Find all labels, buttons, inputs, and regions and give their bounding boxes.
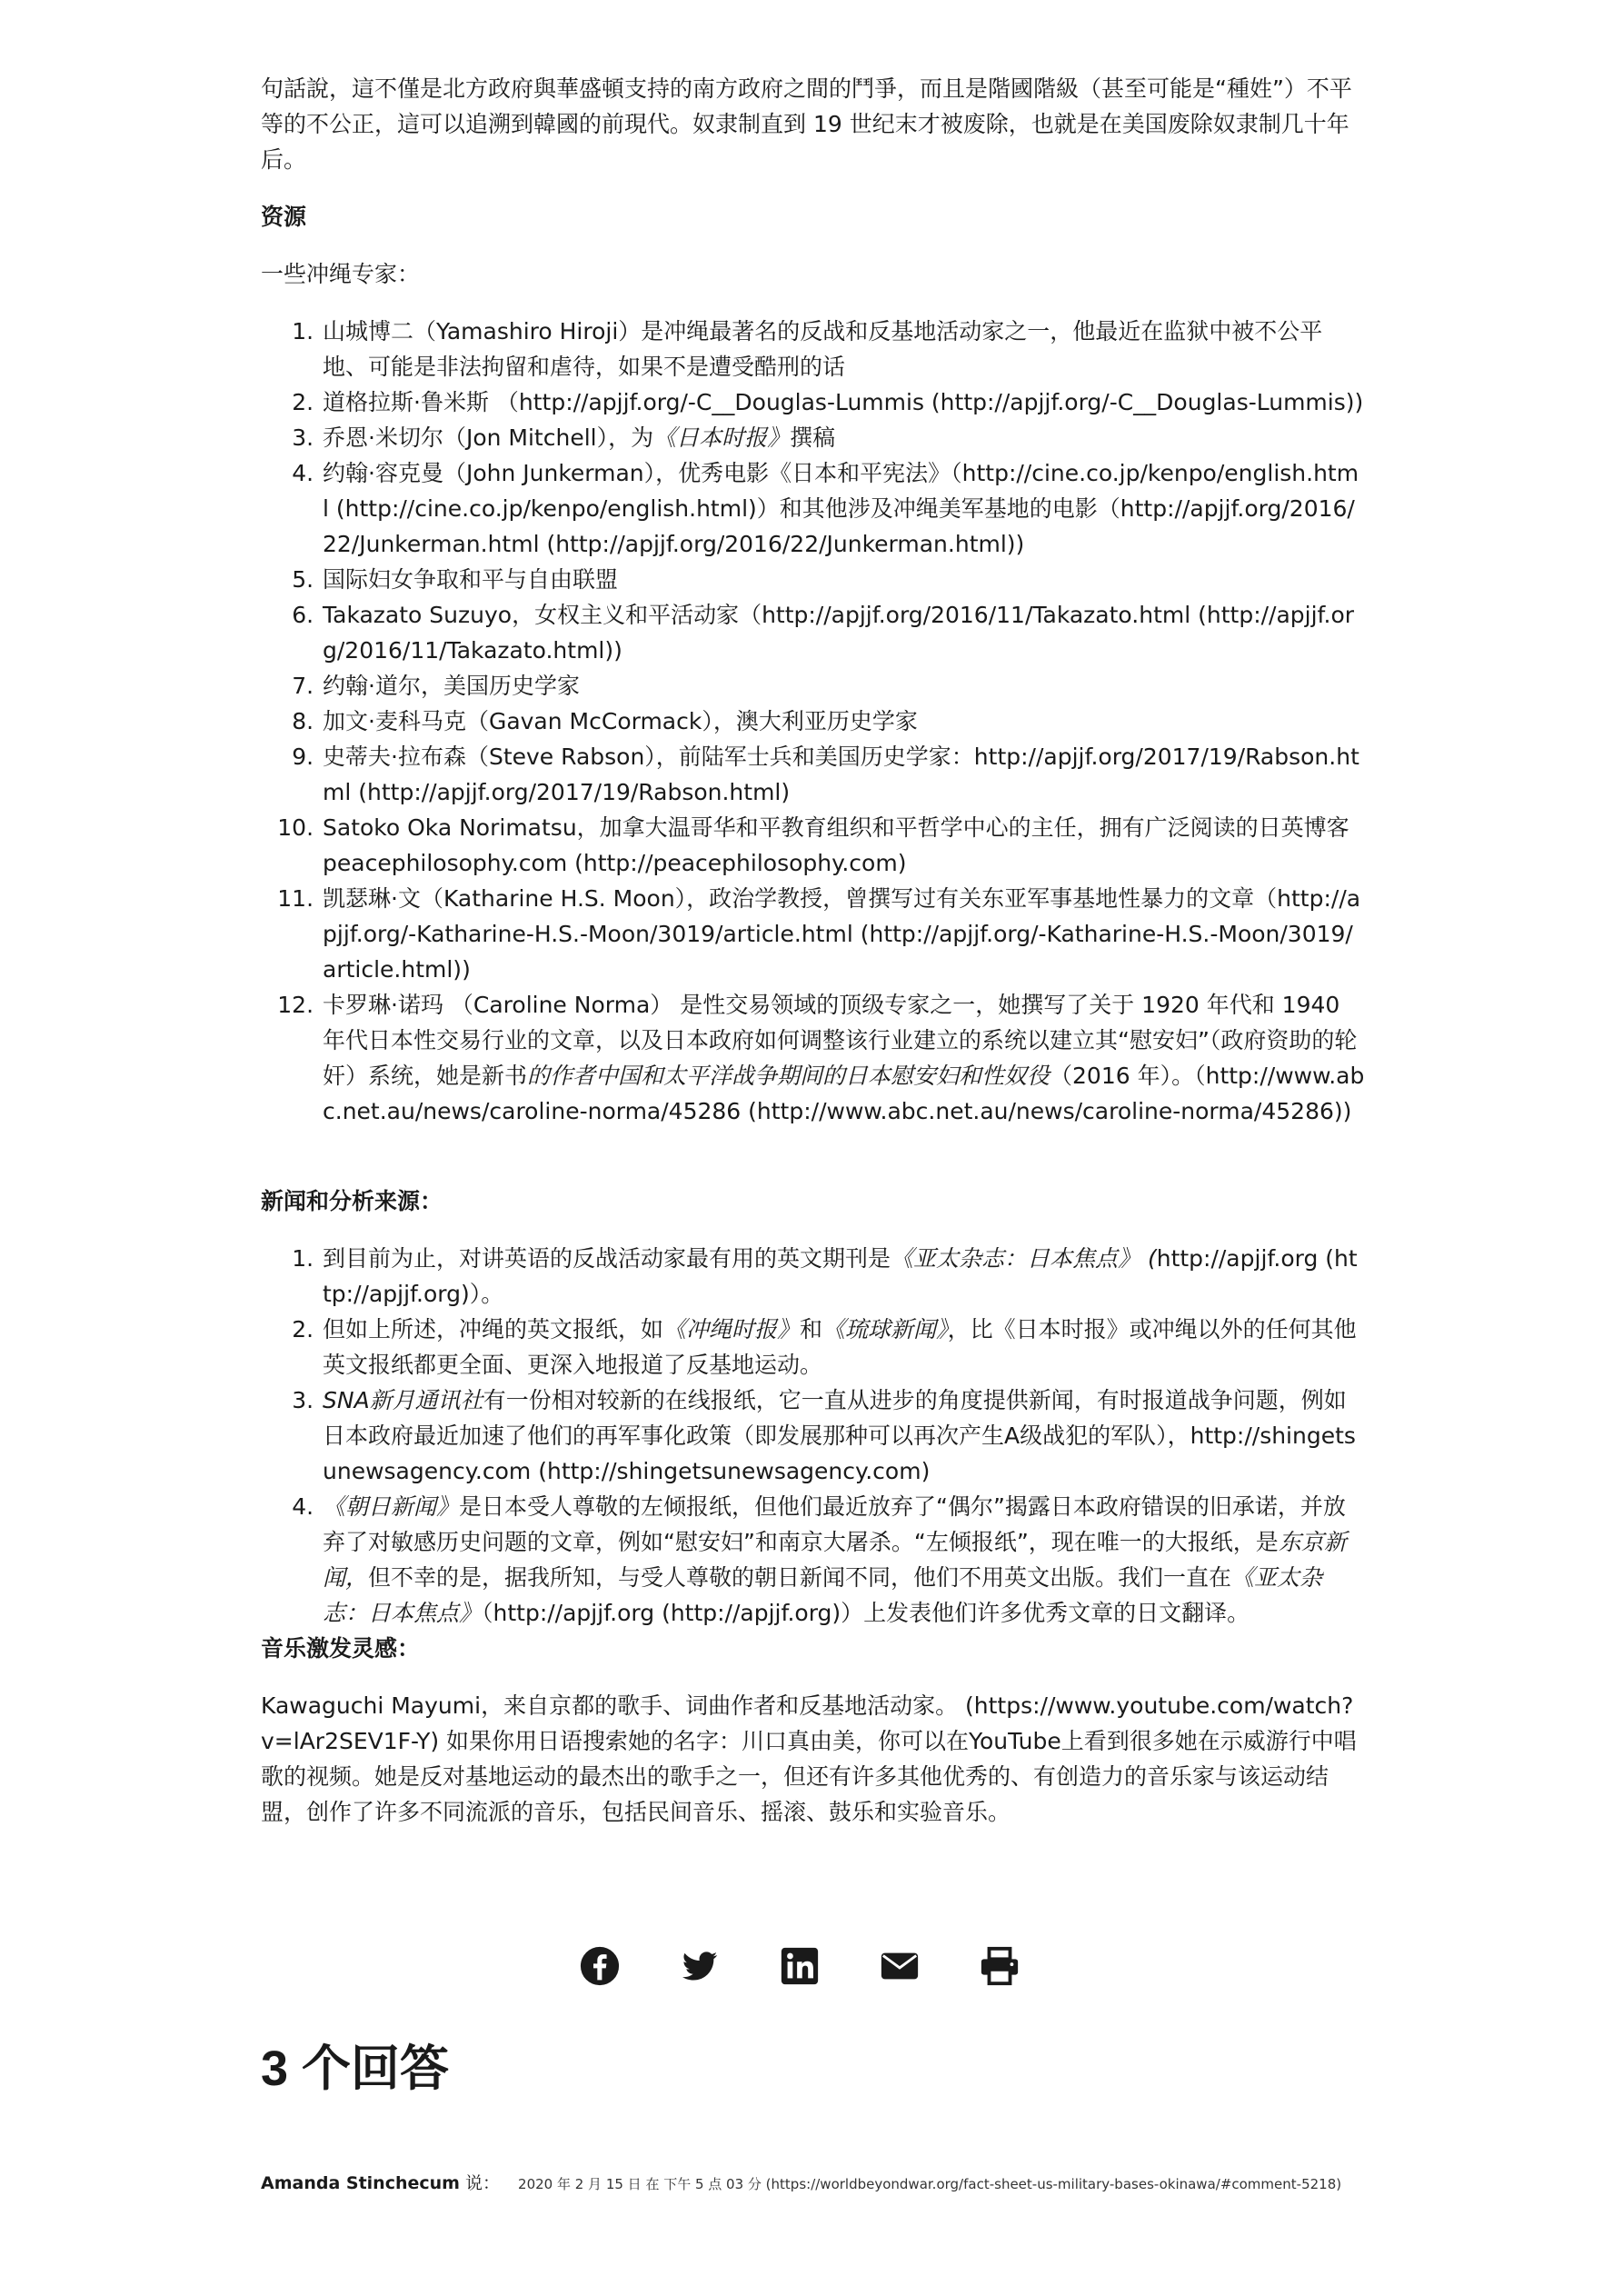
list-item: 5. 国际妇女争取和平与自由联盟: [321, 562, 1365, 597]
comment-says: 说：: [465, 2173, 501, 2193]
email-icon[interactable]: [879, 1945, 921, 1987]
twitter-icon[interactable]: [679, 1945, 721, 1987]
comment-author: Amanda Stinchecum: [261, 2173, 460, 2193]
list-item: 2. 道格拉斯·鲁米斯 （http://apjjf.org/-C__Douglas-Lummis (http://apjjf.org/-C__Douglas-Lummis)): [321, 384, 1365, 420]
music-heading: 音乐激发灵感：: [261, 1635, 421, 1662]
list-item: 4. 约翰·容克曼（John Junkerman），优秀电影《日本和平宪法》（http://cine.co.jp/kenpo/english.html (http://cine.co.jp/kenpo/english.html)）和其他涉及冲绳美军基地的电影（http://apjjf.org/2016/22/Junkerman.html (http://apjjf.org/2016/22/Junkerman.html)): [321, 455, 1365, 562]
linkedin-icon[interactable]: [779, 1945, 821, 1987]
list-item: 6. Takazato Suzuyo，女权主义和平活动家（http://apjjf.org/2016/11/Takazato.html (http://apjjf.org/2016/11/Takazato.html)): [321, 597, 1365, 668]
list-item: 10. Satoko Oka Norimatsu，加拿大温哥华和平教育组织和平哲学中心的主任，拥有广泛阅读的日英博客 peacephilosophy.com (http://peacephilosophy.com): [321, 810, 1365, 881]
replies-heading: 3 个回答: [261, 2041, 450, 2096]
list-item: 2. 但如上所述，冲绳的英文报纸，如《冲绳时报》和《琉球新闻》，比《日本时报》或冲绳以外的任何其他英文报纸都更全面、更深入地报道了反基地运动。: [321, 1312, 1365, 1383]
list-item: 11. 凯瑟琳·文（Katharine H.S. Moon），政治学教授，曾撰写过有关东亚军事基地性暴力的文章（http://apjjf.org/-Katharine-H.S.-Moon/3019/article.html (http://apjjf.org/-Katharine-H.S.-Moon/3019/article.html)): [321, 881, 1365, 987]
list-item: 7. 约翰·道尔，美国历史学家: [321, 668, 1365, 704]
share-bar: [579, 1945, 1021, 1987]
news-heading: 新闻和分析来源：: [261, 1188, 443, 1214]
list-item: 3. SNA新月通讯社有一份相对较新的在线报纸，它一直从进步的角度提供新闻，有时报道战争问题，例如日本政府最近加速了他们的再军事化政策（即发展那种可以再次产生A级战犯的军队），http://shingetsunewsagency.com (http://shingetsunewsagency.com): [321, 1383, 1365, 1489]
comment-permalink[interactable]: 2020 年 2 月 15 日 在 下午 5 点 03 分 (https://worldbeyondwar.org/fact-sheet-us-military-bases-okinawa/#comment-5218): [518, 2176, 1342, 2192]
list-item: 9. 史蒂夫·拉布森（Steve Rabson），前陆军士兵和美国历史学家：http://apjjf.org/2017/19/Rabson.html (http://apjjf.org/2017/19/Rabson.html): [321, 739, 1365, 810]
experts-list: [261, 314, 1365, 1129]
list-item: 8. 加文·麦科马克（Gavan McCormack），澳大利亚历史学家: [321, 704, 1365, 739]
list-item: 1. 到目前为止，对讲英语的反战活动家最有用的英文期刊是《亚太杂志：日本焦点》 (http://apjjf.org (http://apjjf.org)）。: [321, 1241, 1365, 1312]
print-icon[interactable]: [979, 1945, 1021, 1987]
list-item: 1. 山城博二（Yamashiro Hiroji）是冲绳最著名的反战和反基地活动家之一，他最近在监狱中被不公平地、可能是非法拘留和虐待，如果不是遭受酷刑的话: [321, 314, 1365, 384]
intro-paragraph: 句話說，這不僅是北方政府與華盛頓支持的南方政府之間的鬥爭，而且是階國階級（甚至可能是“種姓”）不平等的不公正，這可以追溯到韓國的前現代。奴隶制直到 19 世纪末才被废除，也就是在美国废除奴隶制几十年后。: [261, 75, 1352, 173]
facebook-icon[interactable]: [579, 1945, 621, 1987]
resources-heading: 资源: [261, 204, 307, 230]
comment-header: [261, 2170, 1341, 2194]
music-paragraph: Kawaguchi Mayumi，来自京都的歌手、词曲作者和反基地活动家。 (https://www.youtube.com/watch?v=lAr2SEV1F-Y) 如果你用日语搜索她的名字：川口真由美，你可以在YouTube上看到很多她在示威游行中唱歌的视频。她是反对基地运动的最杰出的歌手之一，但还有许多其他优秀的、有创造力的音乐家与该运动结盟，创作了许多不同流派的音乐，包括民间音乐、摇滚、鼓乐和实验音乐。: [261, 1692, 1357, 1825]
list-item: 4. 《朝日新闻》是日本受人尊敬的左倾报纸，但他们最近放弃了“偶尔”揭露日本政府错误的旧承诺，并放弃了对敏感历史问题的文章，例如“慰安妇”和南京大屠杀。“左倾报纸”，现在唯一的大报纸，是东京新闻，但不幸的是，据我所知，与受人尊敬的朝日新闻不同，他们不用英文出版。我们一直在《亚太杂志：日本焦点》（http://apjjf.org (http://apjjf.org)）上发表他们许多优秀文章的日文翻译。: [321, 1489, 1365, 1631]
news-list: [261, 1241, 1365, 1631]
article-body: [261, 71, 1365, 1830]
list-item: 3. 乔恩·米切尔（Jon Mitchell），为《日本时报》撰稿: [321, 420, 1365, 455]
list-item: 12. 卡罗琳·诺玛 （Caroline Norma） 是性交易领域的顶级专家之一，她撰写了关于 1920 年代和 1940 年代日本性交易行业的文章，以及日本政府如何调整该行业建立的系统以建立其“慰安妇”（政府资助的轮奸）系统，她是新书的作者中国和太平洋战争期间的日本慰安妇和性奴役（2016 年）。（http://www.abc.net.au/news/caroline-norma/45286 (http://www.abc.net.au/news/caroline-norma/45286)): [321, 987, 1365, 1129]
experts-intro: 一些冲绳专家：: [261, 261, 421, 287]
